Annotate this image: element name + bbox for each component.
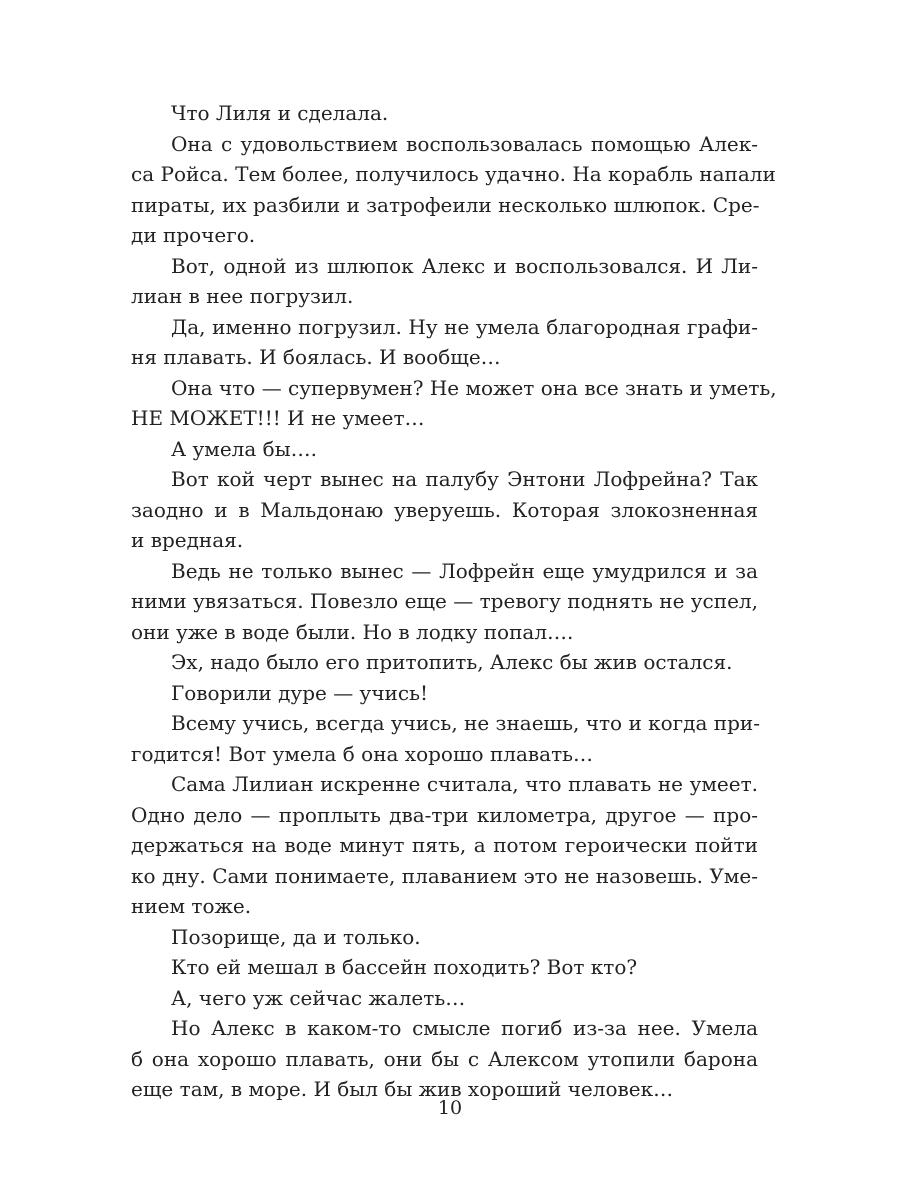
paragraph — [131, 434, 758, 465]
text-line: Но Алекс в каком-то смысле погиб из-за нее. Умела — [171, 1016, 758, 1040]
text-line: они уже в воде были. Но в лодку попал…. — [131, 619, 574, 644]
paragraph — [131, 678, 758, 709]
text-line: Позорище, да и только. — [171, 924, 421, 949]
text-line: Она что — супервумен? Не может она все знать и уметь, — [171, 375, 777, 400]
paragraph — [131, 983, 758, 1014]
paragraph — [131, 708, 758, 769]
text-line: заодно и в Мальдонаю уверуешь. Которая злокозненная — [131, 497, 758, 522]
text-line: еще там, в море. И был бы жив хороший человек… — [131, 1077, 674, 1101]
text-line: ня плавать. И боялась. И вообще… — [131, 345, 501, 369]
paragraph — [131, 464, 758, 556]
paragraph — [131, 98, 758, 129]
text-line: ними увязаться. Повезло еще — тревогу поднять не успел, — [131, 589, 758, 613]
text-line: Одно дело — проплыть два-три километра, другое — про- — [131, 802, 758, 827]
text-line: Всему учись, всегда учись, не знаешь, что и когда при- — [171, 711, 760, 735]
text-line: и вредная. — [131, 528, 244, 552]
text-line: Вот, одной из шлюпок Алекс и воспользовался. И Ли- — [171, 253, 758, 278]
text-line: лиан в нее погрузил. — [131, 284, 354, 308]
text-line: Эх, надо было его притопить, Алекс бы жив остался. — [171, 650, 733, 674]
text-line: Кто ей мешал в бассейн походить? Вот кто? — [171, 955, 638, 979]
paragraph — [131, 769, 758, 922]
paragraph — [131, 1013, 758, 1105]
text-line: А умела бы…. — [171, 436, 317, 461]
paragraph — [131, 922, 758, 953]
text-line: ди прочего. — [131, 223, 256, 247]
text-line: Ведь не только вынес — Лофрейн еще умудрился и за — [171, 558, 758, 583]
text-line: А, чего уж сейчас жалеть… — [171, 985, 466, 1010]
text-line: ко дну. Сами понимаете, плаванием это не назовешь. Уме- — [131, 863, 758, 888]
paragraph — [131, 373, 777, 434]
text-line: Она с удовольствием воспользовалась помощью Алек- — [171, 131, 758, 156]
text-line: б она хорошо плавать, они бы с Алексом утопили барона — [131, 1046, 758, 1071]
text-line: Говорили дуре — учись! — [171, 680, 428, 705]
paragraph — [131, 647, 758, 678]
text-line: Вот кой черт вынес на палубу Энтони Лофрейна? Так — [171, 467, 758, 491]
text-line: годится! Вот умела б она хорошо плавать… — [131, 741, 594, 766]
text-line: держаться на воде минут пять, а потом героически пойти — [131, 833, 758, 857]
text-line: НЕ МОЖЕТ!!! И не умеет… — [131, 406, 425, 430]
text-line: пираты, их разбили и затрофеили несколько шлюпок. Сре- — [131, 192, 760, 217]
paragraph — [131, 312, 758, 373]
paragraph — [131, 952, 758, 983]
text-line: Да, именно погрузил. Ну не умела благородная графи- — [171, 314, 758, 339]
text-line: Что Лиля и сделала. — [171, 101, 389, 125]
paragraph — [131, 251, 758, 312]
paragraph — [131, 129, 776, 251]
text-line: нием тоже. — [131, 894, 252, 918]
page-number: 10 — [437, 1097, 463, 1119]
text-line: са Ройса. Тем более, получилось удачно. На корабль напали — [131, 162, 776, 186]
text-line: Сама Лилиан искренне считала, что плавать не умеет. — [171, 772, 758, 796]
paragraph — [131, 556, 758, 648]
text-column — [131, 98, 777, 1105]
